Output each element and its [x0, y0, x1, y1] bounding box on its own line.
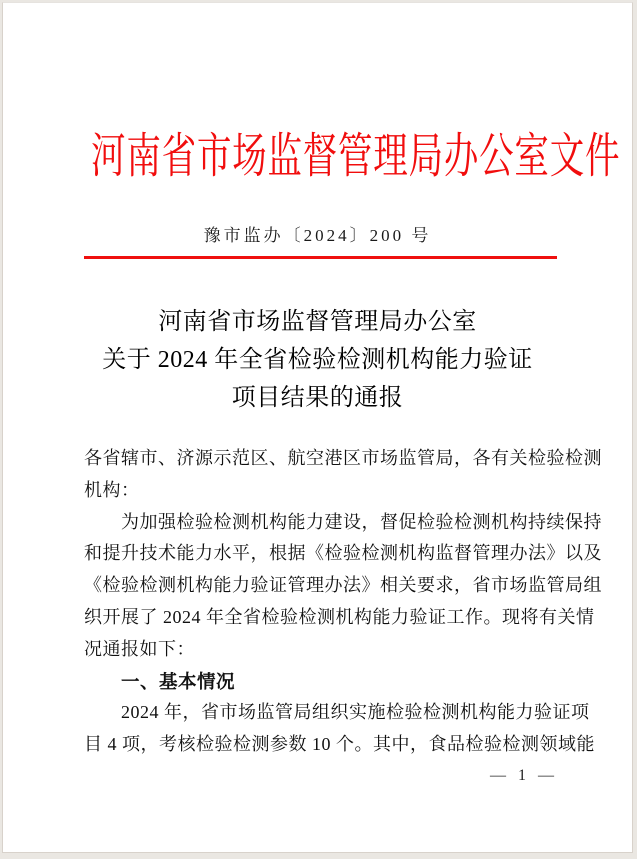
- body-line: 为加强检验检测机构能力建设，督促检验检测机构持续保持: [121, 511, 602, 532]
- red-separator-line: [84, 256, 557, 259]
- body-line: 织开展了 2024 年全省检验检测机构能力验证工作。现将有关情: [84, 606, 595, 627]
- body-line: 《检验检测机构能力验证管理办法》相关要求，省市场监管局组: [84, 575, 602, 596]
- document-body: [84, 443, 602, 761]
- document-header-banner: 河南省市场监督管理局办公室文件: [91, 130, 621, 183]
- document-title-line: 河南省市场监督管理局办公室: [158, 309, 477, 335]
- body-line: 目 4 项，考核检验检测参数 10 个。其中，食品检验检测领域能: [84, 734, 595, 755]
- doc-number: 豫市监办〔2024〕200 号: [203, 226, 432, 245]
- body-line: 和提升技术能力水平，根据《检验检测机构监督管理办法》以及: [84, 543, 602, 564]
- section-heading: 一、基本情况: [121, 670, 236, 692]
- document-title-line: 关于 2024 年全省检验检测机构能力验证: [102, 347, 533, 373]
- document-title: [3, 303, 632, 417]
- document-page: [2, 2, 633, 853]
- body-line: 况通报如下：: [84, 638, 195, 659]
- document-title-line: 项目结果的通报: [231, 385, 404, 411]
- page-number: — 1 —: [490, 767, 558, 784]
- body-line: 机构：: [84, 479, 140, 500]
- body-line: 各省辖市、济源示范区、航空港区市场监管局，各有关检验检测: [84, 448, 602, 468]
- body-line: 2024 年，省市场监管局组织实施检验检测机构能力验证项: [121, 702, 590, 723]
